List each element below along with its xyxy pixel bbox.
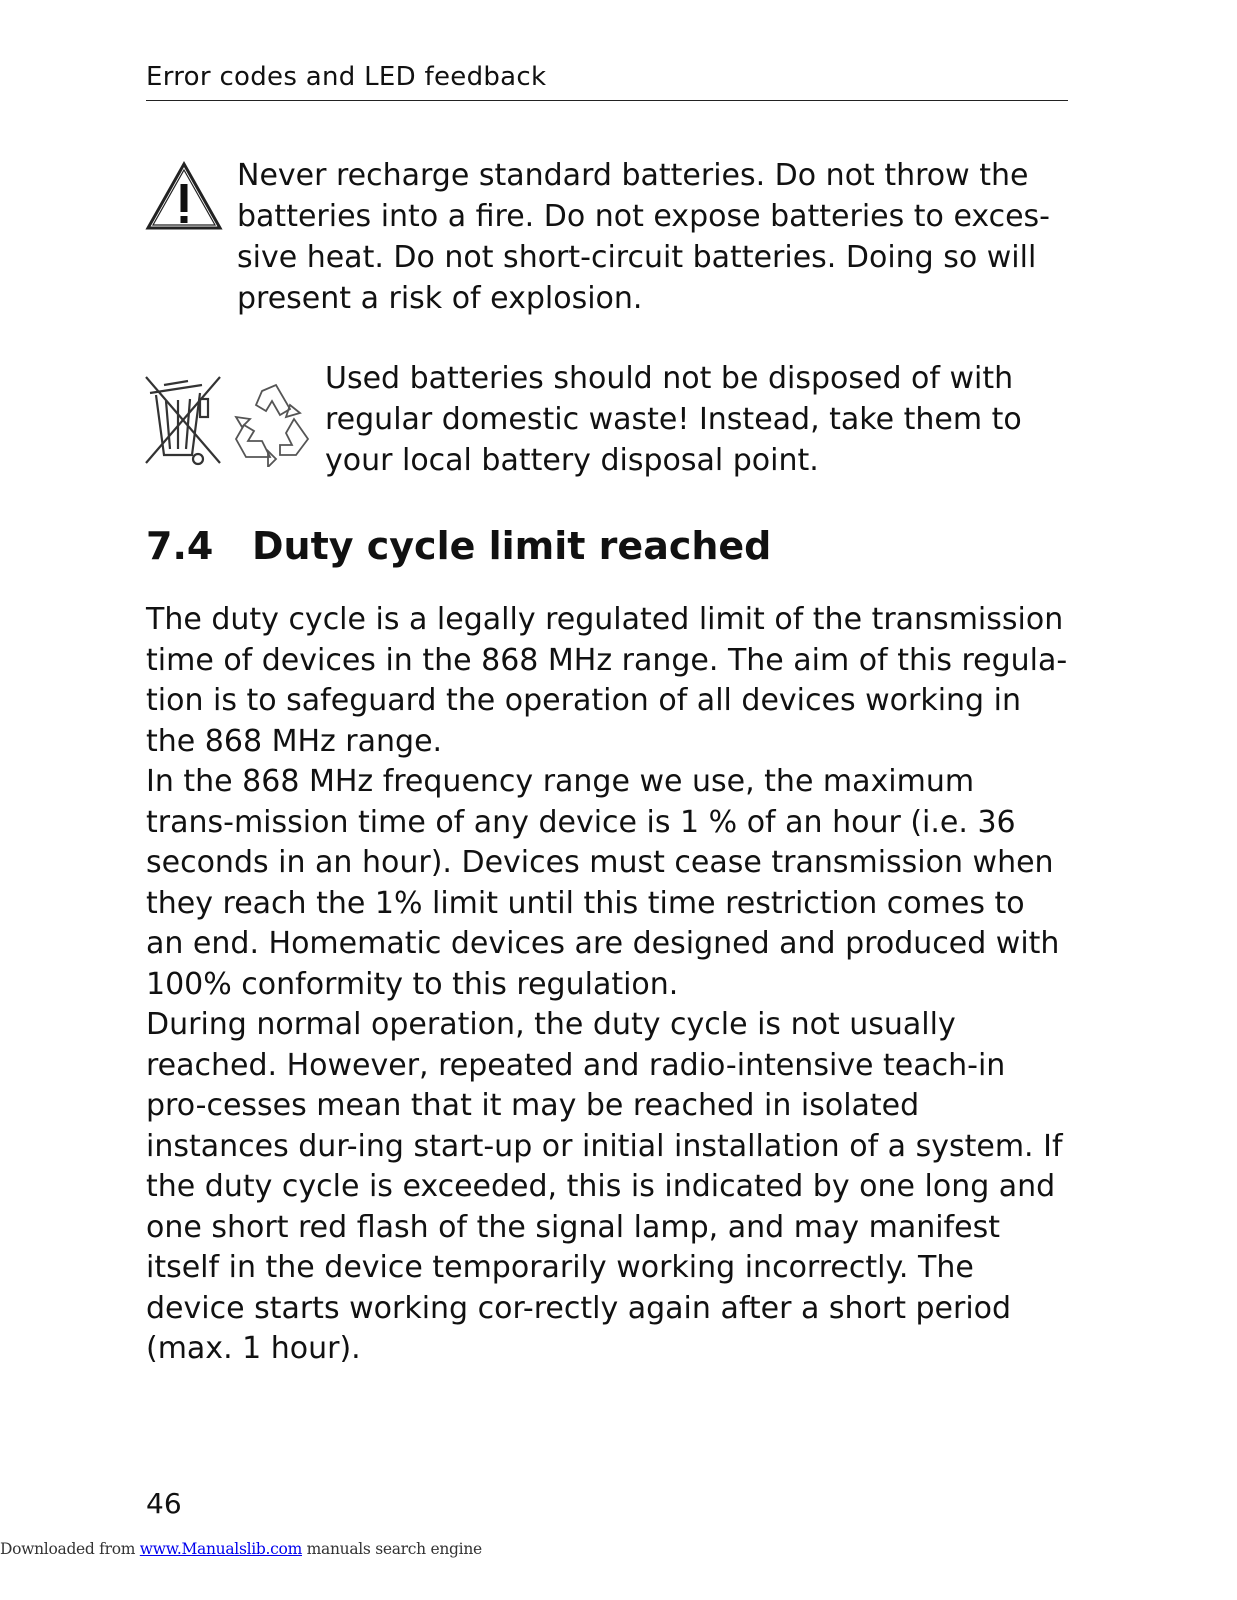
disposal-icons: [144, 375, 316, 467]
paragraph-duty-cycle-definition: The duty cycle is a legally regulated limit of the transmission time of devices in the 868 MHz range. The aim of this regula-tion is to safeguard the operation of all devices working in the 868 MHz range.: [146, 602, 1068, 759]
page-header: Error codes and LED feedback: [146, 60, 1068, 101]
section-title: Duty cycle limit reached: [252, 524, 772, 568]
page-number: 46: [146, 1487, 182, 1520]
section-heading: [146, 522, 771, 570]
paragraph-normal-operation: During normal operation, the duty cycle is not usually reached. However, repeated and radio-intensive teach-in pro-cesses mean that it may be reached in isolated instances dur-ing start-up or initial installation of a system. If the duty cycle is exceeded, this is indicated by one long and one short red flash of the signal lamp, and may manifest itself in the device temporarily working incorrectly. The device starts working cor-rectly again after a short period (max. 1 hour).: [146, 1007, 1063, 1366]
crossed-out-wheelie-bin-icon: [146, 377, 220, 464]
section-number: 7.4: [146, 524, 214, 568]
manualslib-link[interactable]: www.Manualslib.com: [139, 1540, 302, 1558]
battery-warning-text: Never recharge standard batteries. Do not throw the batteries into a fire. Do not expose batteries to exces-sive heat. Do not short-circuit batteries. Doing so will present a risk of explosion.: [237, 158, 1051, 316]
footer-suffix: manuals search engine: [302, 1540, 482, 1558]
warning-triangle-icon: [144, 160, 224, 232]
footer-prefix: Downloaded from: [0, 1540, 140, 1558]
download-footer: [0, 1540, 482, 1558]
battery-disposal-text: Used batteries should not be disposed of with regular domestic waste! Instead, take them to your local battery disposal point.: [325, 361, 1022, 478]
recycling-icon: [236, 385, 308, 467]
paragraph-transmission-limit: In the 868 MHz frequency range we use, the maximum trans-mission time of any device is 1 % of an hour (i.e. 36 seconds in an hour). Devices must cease transmission when they reach the 1% limit until this time restriction comes to an end. Homematic devices are designed and produced with 100% conformity to this regulation.: [146, 764, 1060, 1002]
section-body: [146, 600, 1068, 1370]
